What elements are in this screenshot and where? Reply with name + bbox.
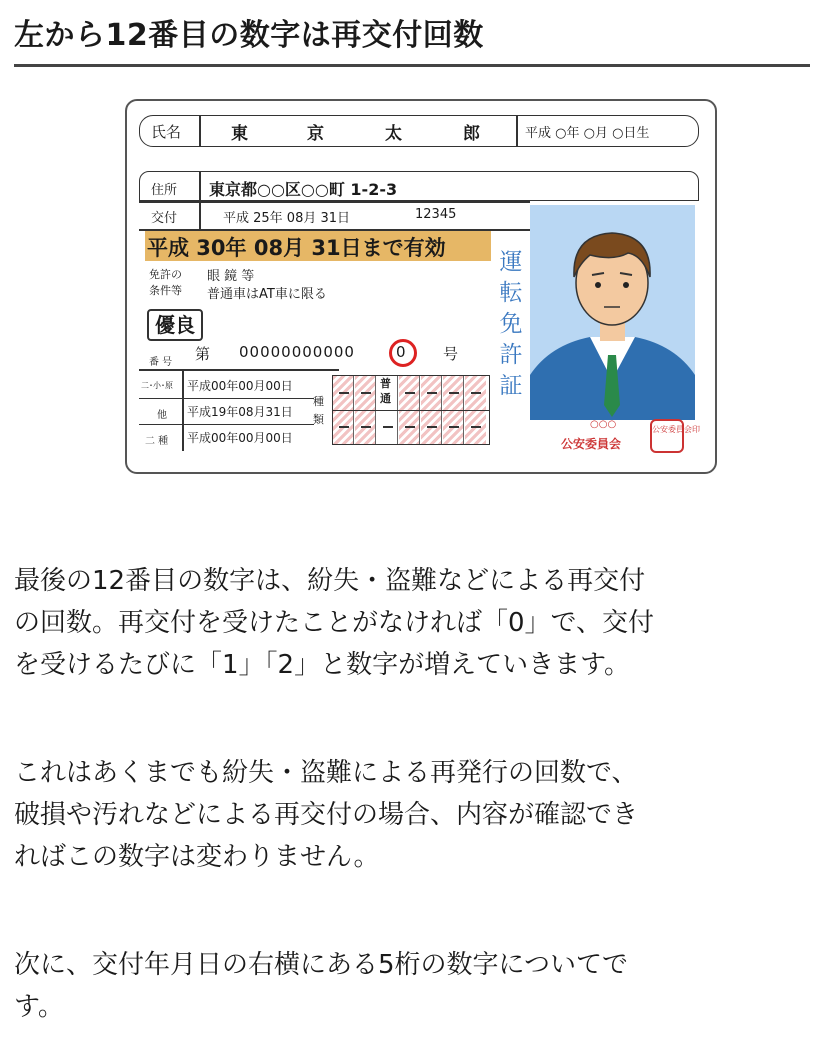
paragraph-line: を受けるたびに「1」「2」と数字が増えていきます。 [14, 650, 631, 680]
portrait-photo [530, 205, 695, 420]
heading-divider [14, 64, 810, 67]
issue-date: 平成 25年 08月 31日 [223, 211, 351, 226]
name-char: 京 [307, 124, 324, 144]
row3-label: 二 種 [145, 436, 169, 447]
conditions-label: 免許の 条件等 [149, 268, 182, 297]
name-char: 太 [385, 124, 402, 144]
type-value: 普通 [380, 377, 391, 405]
issue-label: 交付 [151, 211, 178, 226]
row3-date: 平成00年00月00日 [187, 431, 293, 445]
name-char: 郎 [463, 124, 480, 144]
paragraph-loss-only [14, 752, 814, 878]
commission-marks: ○○○ [590, 419, 617, 430]
birth-date: 平成 ○年 ○月 ○日生 [525, 126, 650, 141]
paragraph-line: す。 [14, 992, 64, 1022]
address-label: 住所 [151, 183, 178, 198]
address-value: 東京都○○区○○町 1-2-3 [209, 180, 398, 199]
official-seal: 公安委員会印 [650, 419, 684, 453]
license-number: 00000000000 [239, 343, 355, 361]
excellent-driver-badge: 優良 [147, 309, 203, 341]
conditions-line1: 眼 鏡 等 [207, 269, 255, 284]
number-suffix: 号 [443, 345, 459, 363]
issue-number: 12345 [415, 207, 457, 222]
paragraph-next-topic [14, 944, 814, 1028]
name-char: 東 [231, 124, 248, 144]
commission-name: 公安委員会 [561, 437, 622, 451]
card-title-vertical: 運転免許証 [499, 249, 523, 399]
expiry-date: 平成 30年 08月 31日まで有効 [147, 236, 446, 260]
paragraph-line: の回数。再交付を受けたことがなければ「0」で、交付 [14, 608, 655, 638]
paragraph-line: これはあくまでも紛失・盗難による再発行の回数で、 [14, 758, 638, 788]
paragraph-line: 次に、交付年月日の右横にある5桁の数字についてで [14, 950, 629, 980]
row1-date: 平成00年00月00日 [187, 379, 293, 393]
paragraph-line: 最後の12番目の数字は、紛失・盗難などによる再交付 [14, 566, 646, 596]
number-label: 番 号 [149, 357, 173, 368]
paragraph-line: 破損や汚れなどによる再交付の場合、内容が確認でき [14, 800, 639, 830]
type-label: 種類 [313, 395, 324, 426]
paragraph-reissue-count [14, 560, 814, 686]
row2-label: 他 [157, 410, 167, 421]
license-number-last-digit: 0 [396, 343, 406, 361]
license-type-grid [332, 375, 490, 445]
page-heading: 左から12番目の数字は再交付回数 [14, 18, 484, 53]
conditions-line2: 普通車はAT車に限る [207, 287, 327, 302]
row2-date: 平成19年08月31日 [187, 405, 293, 419]
name-label: 氏名 [151, 123, 182, 141]
paragraph-line: ればこの数字は変わりません。 [14, 842, 380, 872]
license-card-illustration [125, 99, 717, 474]
row1-label: 二･小･原 [141, 381, 173, 390]
number-prefix: 第 [195, 345, 211, 363]
